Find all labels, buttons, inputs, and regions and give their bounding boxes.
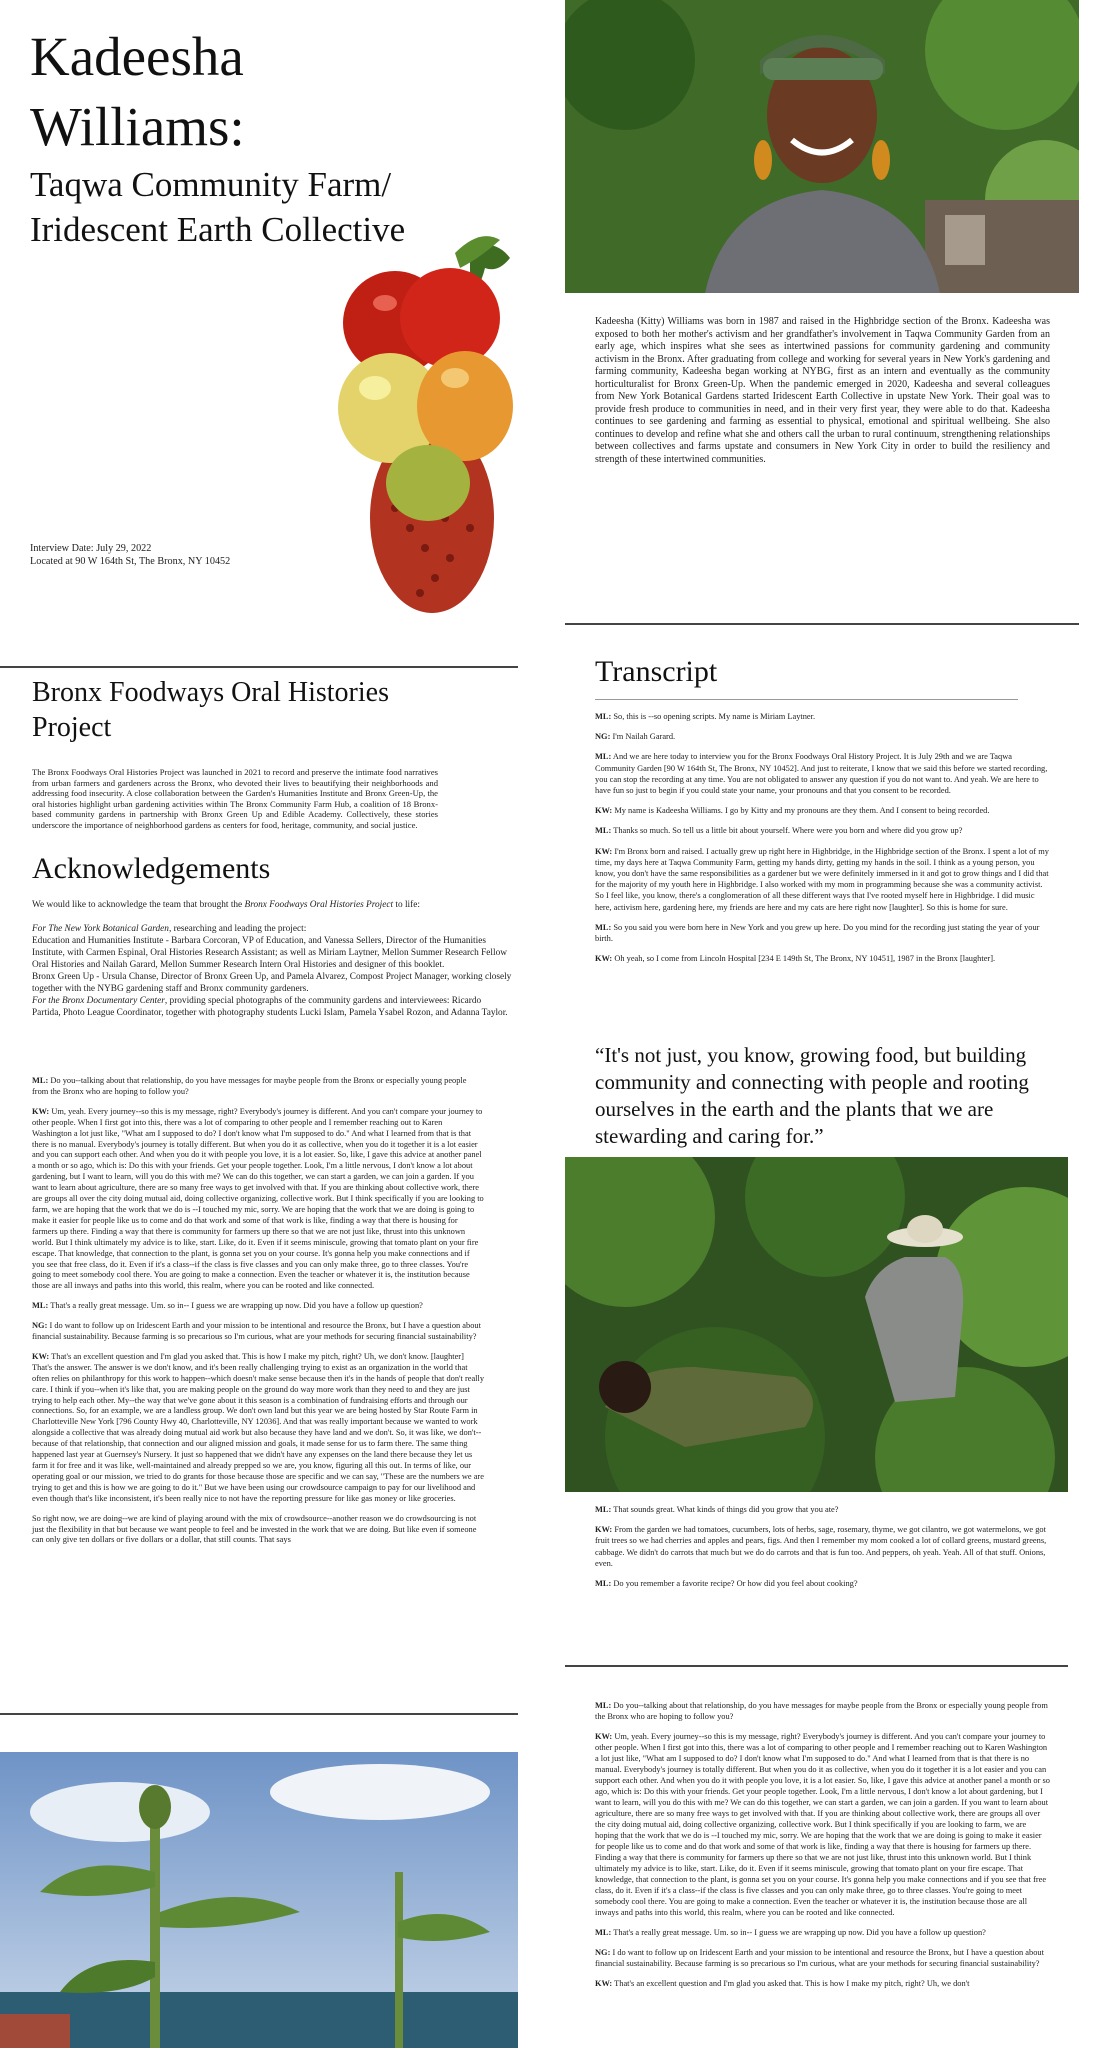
speaker-label: ML:: [595, 1579, 612, 1589]
project-title-1: Bronx Foodways Oral Histories: [32, 677, 389, 708]
dialogue-paragraph: [595, 731, 1050, 742]
dialogue-paragraph: [32, 1107, 484, 1292]
dialogue-paragraph: [32, 1301, 484, 1312]
ack-intro: We would like to acknowledge the team that brought the: [32, 900, 245, 910]
divider-left-top: [0, 666, 518, 668]
speaker-label: ML:: [595, 826, 612, 836]
speaker-label: KW:: [595, 1979, 613, 1988]
speaker-label: KW:: [595, 806, 613, 816]
speaker-text: Thanks so much. So tell us a little bit about yourself. Where were you born and where did you grow up?: [611, 826, 963, 836]
speaker-label: ML:: [32, 1301, 49, 1311]
interview-date: Interview Date: July 29, 2022: [30, 543, 152, 554]
speaker-text: That's an excellent question and I'm glad you asked that. This is how I make my pitch, right? Uh, we don't know. [laughter] That's the answer. The answer is we don't know, and it's been really challenging trying to exist as an organization in the world that often relies on philanthropy for this work to happen--which doesn't make sense because then it's in the hands of people that don't really care. I think if you--when it's like that, you are making people on the ground do way more work than they need to and they are just trying to help each other. My--the way that we've gone about it this season is a combination of fundraising efforts and through our connections. So, for an example, we are a landless group. We don't own land but this year we are being hosted by Star Route Farm in Charlotteville New York [796 County Hwy 40, Charlotteville, NY 12036]. And that was really important because we wanted to work alongside a collective that was already doing mutual aid work but also because they have land and we don't. So, it was like, we don't--because of that relationship, that connection and our aligned mission and goals, it made sense for us to farm there. The same thing happened last year at Guernsey's Nursery. It just so happened that we didn't have any expenses on the land there because they let us farm it for free and it was like, well-maintained and already prepped so we are, you know, figuring all this out. In terms of like, our operating goal or our mission, we tried to do grants for those because those are specific and we can say, "These are the numbers we are trying to get and this is how we are going to do it." But we have been using our crowdsource campaign to pay for our livelihood and even though that's like inconsistent, it's been really nice to not have the reporting pressure for like gas money or like groceries.: [32, 1351, 485, 1503]
org-line-2: Iridescent Earth Collective: [30, 210, 406, 249]
org-line-1: Taqwa Community Farm/: [30, 165, 392, 204]
speaker-label: KW:: [32, 1351, 50, 1361]
speaker-text: I'm Bronx born and raised. I actually grew up right here in Highbridge, in the Highbridge section of the Bronx. I spent a lot of my time, my days here at Taqwa Community Farm, getting my hands dirty, getting my hands in the soil. I think as a young person, you know, you don't have the same responsibilities as a gardener but we were definitely immersed in it and got to grow things and I did that for the majority of my youth here in Highbridge. I also worked with my mom in programming because she was a community activist. So I feel like, you know, there's a conglomeration of all these different ways that I've rooted myself here in Highbridge. I did music here, activism here, gardening here, my friends are here and my cats are here right now [laughter]. So this is home for sure.: [595, 846, 1049, 912]
dialogue-paragraph: [595, 1947, 1050, 1969]
transcript-text: [595, 711, 1050, 1013]
speaker-label: ML:: [595, 922, 612, 932]
dialogue-paragraph: [595, 846, 1050, 913]
speaker-text: That's a really great message. Um. so in-- I guess we are wrapping up now. Did you have a follow up question?: [611, 1928, 986, 1937]
speaker-text: My name is Kadeesha Williams. I go by Kitty and my pronouns are they them. And I consent to being recorded.: [612, 806, 990, 816]
ack-bdc-label: For the Bronx Documentary Center: [32, 996, 165, 1006]
acknowledgements-title: Acknowledgements: [32, 852, 271, 885]
speaker-text: Do you--talking about that relationship, do you have messages for maybe people from the Bronx or especially young people from the Bronx who are hoping to follow you?: [595, 1701, 1048, 1721]
dialogue-paragraph: [595, 751, 1050, 796]
speaker-label: KW:: [595, 1732, 613, 1741]
speaker-label: NG:: [32, 1321, 48, 1331]
speaker-text: Um, yeah. Every journey--so this is my message, right? Everybody's journey is different. And you can't compare your journey to other people. When I first got into this, there was a lot of comparing to other people and I remember reaching out to Karen Washington a lot just like, "What am I supposed to do? I don't know what I'm supposed to do." And what I learned from that is that there is no manual. Everybody's journey is totally different. But when you do it as collective, when you do it together it is a lot easier and you can support each other. And when you do it with people you love, it is a lot easier. So, like, I gave this advice at another panel a month or so ago, which is: Do this with your friends. Get your people together. Look, I'm a little nervous, I don't know a lot about gardening, but I want to learn, will you do this with me? We can do this together, we can start a garden, we can join a garden. If you want to learn about agriculture, there are so many free ways to get involved with that. If you are thinking about collective work, there are groups all over the city doing mutual aid, doing collective organizing, collective work. But I think specifically if you are looking to farm, we are hoping that the work that we do is --I touched my mic, sorry. We are hoping that the work that we are doing is going to make it easier for people like us to come and do that work and some of that work is like, finding a way that there is housing for farmers up there. Finding a way that there is community for farmers up there so that we are not just like, thrust into this unknown world. But I think ultimately my advice is to like, start. Like, do it. Even if it seems miniscule, growing that tomato plant on your fire escape. That knowledge, that connection to the plant, is gonna set you on your course. It's gonna help you make connections and if you see that free class, do it. Even if it's a class--if the class is five classes and you can only make three, go to three classes. You're going to meet somebody cool there. You are going to make a connection. Even the teacher or whatever it is, the institution because those are all inways and paths into this world, this realm, where you can be rooted and like connected.: [32, 1106, 484, 1291]
transcript-underline: [595, 699, 1018, 700]
ack-nybg-label: For The New York Botanical Garden: [32, 924, 169, 934]
project-description: The Bronx Foodways Oral Histories Project was launched in 2021 to record and preserve the intimate food narratives from urban farmers and gardeners across the Bronx, who devoted their lives to beautifying their neighborhoods and addressing food insecurity. A close collaboration between the Garden's Humanities Institute and Bronx Green-Up, the oral histories highlight urban gardening activities within The Bronx Community Farm Hub, a coalition of 18 Bronx-based community gardens in partnership with Bronx Green Up and Edible Academy. Collectively, these stories underscore the importance of neighborhood gardens as centers for food, heritage, community, and social justice.: [32, 767, 438, 830]
speaker-text: And we are here today to interview you for the Bronx Foodways Oral History Project. It is July 29th and we are Taqwa Community Garden [90 W 164th St, The Bronx, NY 10452]. And just to reiterate, I know that we said this before we started recording, you can stop the recording at any time. You are not obligated to answer any question if you do not want to. And yeah. We are here to have fun so just to begin if you could state your name, your pronouns and that you consent to be recorded.: [595, 752, 1048, 796]
interview-continued: [32, 1076, 484, 1555]
dialogue-paragraph: [595, 825, 1050, 836]
speaker-text: I do want to follow up on Iridescent Earth and your mission to be intentional and resource the Bronx, but I have a question about financial sustainability. Because farming is so precarious so I'm curious, what are your methods for securing financial sustainability?: [595, 1948, 1044, 1968]
project-title-2: Project: [32, 712, 112, 743]
ack-project-name: Bronx Foodways Oral Histories Project: [244, 900, 394, 910]
transcript-continued: [595, 1504, 1050, 1598]
speaker-label: ML:: [595, 712, 612, 721]
speaker-text: Do you remember a favorite recipe? Or how did you feel about cooking?: [611, 1579, 858, 1589]
bio-paragraph: Kadeesha (Kitty) Williams was born in 1987 and raised in the Highbridge section of the Bronx. Kadeesha was exposed to both her mother's activism and her grandfather's involvement in Taqwa Community Garden from an early age, which inspires what she sees as intertwined passions for community gardening and community activism in the Bronx. After graduating from college and working for several years in New York's gardening and farming community, Kadeesha began working at NYBG, first as an intern and eventually as the community horticulturalist for Bronx Green-Up. When the pandemic emerged in 2020, Kadeesha and several colleagues from New York Botanical Gardens started Iridescent Earth Collective in upstate New York. Their goal was to provide fresh produce to communities in need, and in their very first year, they were able to do that. Kadeesha continues to see gardening and farming as essential to physical, emotional and spiritual wellbeing. She also continues to develop and refine what she and others call the urban to rural continuum, strengthening relationships between collectives and farms upstate and consumers in New York City in order to build the resiliency and strength of these intertwined communities.: [595, 316, 1050, 465]
ack-bdc-team: , providing special photographs of the community gardens and interviewees: Ricardo Partida, Photo League Coordinator, together with photography students Lucki Islam, Pamela Ysabel Rozon, and Adanna Taylor.: [32, 996, 508, 1018]
speaker-text: I do want to follow up on Iridescent Earth and your mission to be intentional and resource the Bronx, but I have a question about financial sustainability. Because farming is so precarious so I'm curious, what are your methods for securing financial sustainability?: [32, 1321, 481, 1342]
speaker-label: KW:: [595, 954, 613, 964]
speaker-text: So, this is --so opening scripts. My name is Miriam Laytner.: [611, 712, 816, 721]
speaker-label: NG:: [595, 1948, 611, 1957]
speaker-label: KW:: [32, 1106, 50, 1116]
dialogue-paragraph: [32, 1321, 484, 1343]
speaker-text: Oh yeah, so I come from Lincoln Hospital [234 E 149th St, The Bronx, NY 10451], 1987 in the Bronx [laughter].: [612, 954, 996, 964]
divider-right-mid: [565, 1665, 1068, 1667]
divider-right-top: [565, 623, 1079, 625]
ack-intro-end: to life:: [393, 900, 420, 910]
speaker-text: From the garden we had tomatoes, cucumbers, lots of herbs, sage, rosemary, thyme, we got cilantro, we got watermelons, we got fruit trees so we had cherries and apples and pears, figs. And then I remember my mom cooked a lot of collard greens, mustard greens, cabbage. We didn't do carrots that much but we do do carrots and that is fun too. And peppers, oh yeah. Yeah. All of that stuff. Onions, even.: [595, 1525, 1047, 1568]
speaker-text: So you said you were born here in New York and you grew up here. Do you mind for the recording just stating the year of your birth.: [595, 922, 1040, 944]
speaker-label: ML:: [595, 752, 612, 762]
speaker-text: That's an excellent question and I'm glad you asked that. This is how I make my pitch, right? Uh, we don't: [612, 1979, 970, 1988]
title-name-2: Williams:: [30, 96, 245, 157]
speaker-text: I'm Nailah Garard.: [610, 732, 676, 742]
dialogue-paragraph: [595, 1978, 1050, 1989]
speaker-text: That sounds great. What kinds of things did you grow that you ate?: [611, 1505, 839, 1514]
interview-repeated: [595, 1700, 1050, 2048]
divider-left-bottom: [0, 1713, 518, 1715]
speaker-text: Um, yeah. Every journey--so this is my message, right? Everybody's journey is different. And you can't compare your journey to other people. When I first got into this, there was a lot of comparing to other people and I remember reaching out to Karen Washington a lot just like, "What am I supposed to do? I don't know what I'm supposed to do." And what I learned from that is that there is no manual. Everybody's journey is totally different. But when you do it as collective, when you do it together it is a lot easier and you can support each other. And when you do it with people you love, it is a lot easier. So, like, I gave this advice at another panel a month or so ago, which is: Do this with your friends. Get your people together. Look, I'm a little nervous, I don't know a lot about gardening, but I want to learn, will you do this with me? We can do this together, we can start a garden, we can join a garden. If you want to learn about agriculture, there are so many free ways to get involved with that. If you are thinking about collective work, there are groups all over the city doing mutual aid, doing collective organizing, collective work. But I think specifically if you are looking to farm, we are hoping that the work that we do is --I touched my mic, sorry. We are hoping that the work that we are doing is going to make it easier for people like us to come and do that work and some of that work is like, finding a way that there is housing for farmers up there. Finding a way that there is community for farmers up there so that we are not just like, thrust into this unknown world. But I think ultimately my advice is to like, start. Like, do it. Even if it seems miniscule, growing that tomato plant on your fire escape. That knowledge, that connection to the plant, is gonna set you on your course. It's gonna help you make connections and if you see that free class, do it. Even if it's a class--if the class is five classes and you can only make three, go to three classes. You're going to meet somebody cool there. You are going to make a connection. Even the teacher or whatever it is, the institution because those are all inways and paths into this world, this realm, where you can be rooted and like connected.: [595, 1732, 1050, 1917]
pull-quote: “It's not just, you know, growing food, but building community and connecting with people and rooting ourselves in the earth and the plants that we are stewarding and caring for.”: [595, 1043, 1029, 1148]
dialogue-paragraph: [595, 1578, 1050, 1589]
dialogue-paragraph: [32, 1352, 484, 1505]
portrait-photo: [565, 0, 1079, 293]
garden-workers-photo: [565, 1157, 1068, 1492]
heirloom-vegetables-illustration: [320, 228, 518, 623]
speaker-text: That's a really great message. Um. so in-- I guess we are wrapping up now. Did you have a follow up question?: [48, 1301, 423, 1311]
title-name-1: Kadeesha: [30, 26, 244, 87]
dialogue-paragraph: [595, 1524, 1050, 1569]
dialogue-paragraph: [32, 1514, 484, 1547]
ack-nybg-role: , researching and leading the project:: [168, 924, 307, 934]
dialogue-paragraph: [595, 805, 1050, 816]
ack-green-up: Bronx Green Up - Ursula Chanse, Director of Bronx Green Up, and Pamela Alvarez, Compost Project Manager, working closely together with the NYBG gardening staff and Bronx community gardeners.: [32, 972, 512, 994]
speaker-label: ML:: [32, 1076, 49, 1085]
speaker-label: NG:: [595, 732, 611, 742]
speaker-label: ML:: [595, 1701, 612, 1710]
speaker-label: KW:: [595, 846, 613, 856]
speaker-text: So right now, we are doing--we are kind of playing around with the mix of crowdsource--another reason we do crowdsourcing is not just the flexibility in that but because we want people to feel and be invested in the work that we are doing. But like even if someone can only give ten dollars or five dollars or a dollar, that still counts. That says: [32, 1513, 477, 1545]
dialogue-paragraph: [595, 1504, 1050, 1515]
interview-location: Located at 90 W 164th St, The Bronx, NY 10452: [30, 556, 231, 567]
dialogue-paragraph: [595, 922, 1050, 944]
dialogue-paragraph: [595, 1731, 1050, 1918]
speaker-label: ML:: [595, 1928, 612, 1937]
speaker-label: KW:: [595, 1525, 613, 1535]
acknowledgements-body: [32, 899, 512, 1019]
dialogue-paragraph: [595, 1927, 1050, 1938]
sunflower-photo: [0, 1752, 518, 2048]
dialogue-paragraph: [595, 953, 1050, 964]
transcript-title: Transcript: [595, 655, 718, 688]
dialogue-paragraph: [595, 1700, 1050, 1722]
speaker-text: Do you--talking about that relationship, do you have messages for maybe people from the Bronx or especially young people from the Bronx who are hoping to follow you?: [32, 1076, 467, 1096]
dialogue-paragraph: [32, 1076, 484, 1098]
speaker-label: ML:: [595, 1505, 612, 1514]
dialogue-paragraph: [595, 711, 1050, 722]
ack-nybg-team: Education and Humanities Institute - Barbara Corcoran, VP of Education, and Vanessa Sellers, Director of the Humanities Institute, with Carmen Espinal, Oral Histories Research Assistant; as well as Miriam Laytner, Mellon Summer Research Fellow Oral Histories and Nailah Garard, Mellon Summer Research Intern Oral Histories and designer of this booklet.: [32, 936, 507, 970]
